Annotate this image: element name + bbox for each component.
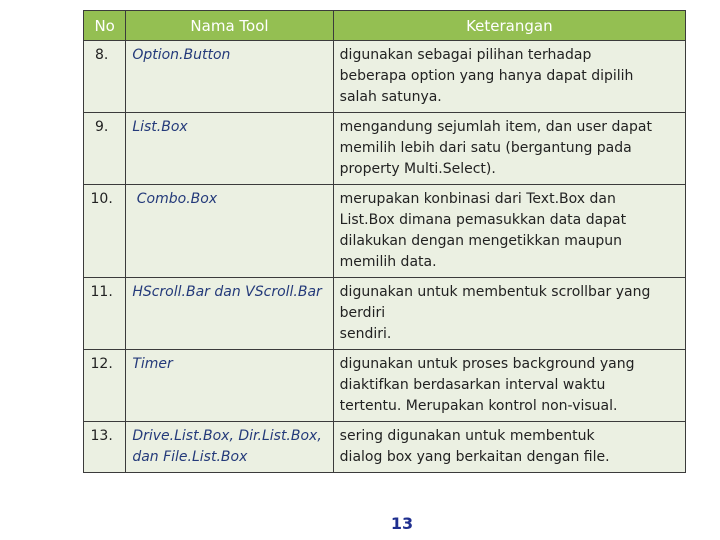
tool-description: sering digunakan untuk membentuk dialog box yang berkaitan dengan file. [333, 422, 685, 473]
tool-name: Timer [126, 350, 333, 422]
row-number: 9. [84, 113, 126, 185]
table-row [84, 422, 686, 473]
table-row [84, 350, 686, 422]
header-no: No [84, 11, 126, 41]
tool-description: digunakan untuk membentuk scrollbar yang berdiri sendiri. [333, 278, 685, 350]
table-row [84, 185, 686, 278]
row-number: 8. [84, 41, 126, 113]
row-number: 11. [84, 278, 126, 350]
row-number: 12. [84, 350, 126, 422]
tool-description: merupakan konbinasi dari Text.Box dan List.Box dimana pemasukkan data dapat dilakukan dengan mengetikkan maupun memilih data. [333, 185, 685, 278]
tool-description: digunakan untuk proses background yang diaktifkan berdasarkan interval waktu tertentu. Merupakan kontrol non-visual. [333, 350, 685, 422]
tool-name: Drive.List.Box, Dir.List.Box, dan File.List.Box [126, 422, 333, 473]
row-number: 13. [84, 422, 126, 473]
tool-name: HScroll.Bar dan VScroll.Bar [126, 278, 333, 350]
table-header-row [84, 11, 686, 41]
tools-table [83, 10, 686, 473]
header-nama-tool: Nama Tool [126, 11, 333, 41]
tool-name: List.Box [126, 113, 333, 185]
tool-description: digunakan sebagai pilihan terhadap beberapa option yang hanya dapat dipilih salah satunya. [333, 41, 685, 113]
table-row [84, 41, 686, 113]
tool-name: Option.Button [126, 41, 333, 113]
tool-name: Combo.Box [126, 185, 333, 278]
table-row [84, 278, 686, 350]
page-number: 13 [390, 514, 414, 533]
header-keterangan: Keterangan [333, 11, 685, 41]
tool-description: mengandung sejumlah item, dan user dapat memilih lebih dari satu (bergantung pada property Multi.Select). [333, 113, 685, 185]
table-row [84, 113, 686, 185]
row-number: 10. [84, 185, 126, 278]
